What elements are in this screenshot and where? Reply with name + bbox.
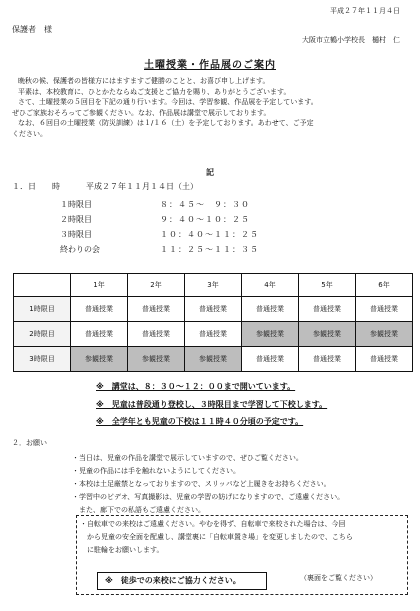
bicycle-notice	[80, 518, 353, 557]
schedule-date-label: １．日 時	[12, 182, 60, 191]
table-cell: 普通授業	[299, 347, 356, 372]
back-page-note: （裏面をご覧ください）	[300, 574, 377, 582]
table-cell: 普通授業	[299, 297, 356, 322]
request-list	[72, 452, 344, 517]
table-header-cell: 6年	[356, 274, 413, 297]
request-heading: ２．お願い	[12, 439, 47, 447]
schedule-table	[13, 273, 413, 372]
bicycle-notice-line: に駐輪をお願いします。	[80, 546, 164, 554]
table-cell: 普通授業	[128, 322, 185, 347]
request-item: ・当日は、児童の作品を講堂で展示していますので、ぜひご覧ください。	[72, 454, 303, 462]
period-label: ２時限目	[60, 215, 92, 224]
table-cell: 普通授業	[242, 347, 299, 372]
table-row	[14, 347, 413, 372]
request-item: ・学習中のビデオ、写真撮影は、児童の学習の妨げになりますので、ご遠慮ください。	[72, 493, 345, 501]
notice-line: ※ 児童は普段通り登校し、３時限目まで学習して下校します。	[96, 400, 328, 409]
bicycle-notice-line: ・自転車での来校はご遠慮ください。やむを得ず、自転車で来校された場合は、今回	[80, 520, 346, 528]
request-item: ・児童の作品には手を触れないようにしてください。	[72, 467, 240, 475]
period-label: 終わりの会	[60, 245, 100, 254]
period-label: １時限目	[60, 200, 92, 209]
period-time: ９：４０～１０：２５	[160, 215, 250, 224]
table-cell: 普通授業	[356, 347, 413, 372]
table-cell-shaded: 参観授業	[299, 322, 356, 347]
table-cell: 普通授業	[71, 322, 128, 347]
table-header-cell: 4年	[242, 274, 299, 297]
table-row	[14, 297, 413, 322]
table-cell: 普通授業	[356, 297, 413, 322]
table-cell-shaded: 参観授業	[128, 347, 185, 372]
table-row-label: 2時限目	[14, 322, 71, 347]
table-row	[14, 322, 413, 347]
table-header-cell	[14, 274, 71, 297]
period-time: ８：４５～ ９：３０	[160, 200, 250, 209]
ki-heading: 記	[206, 168, 214, 177]
table-cell: 普通授業	[185, 297, 242, 322]
greeting-line: ください。	[12, 129, 47, 138]
table-cell-shaded: 参観授業	[242, 322, 299, 347]
greeting-line: 平素は、本校教育に、ひとかたならぬご支援とご協力を賜り、ありがとうございます。	[18, 87, 291, 96]
table-row-label: 1時限目	[14, 297, 71, 322]
request-item: また、廊下での私語もご遠慮ください。	[72, 506, 205, 514]
period-time: １０：４０～１１：２５	[160, 230, 259, 239]
greeting-line: さて、土曜授業の５回目を下記の通り行います。今回は、学習参観、作品展を予定しています。	[18, 98, 318, 106]
schedule-date: 平成２７年１１月１４日（土）	[86, 182, 198, 191]
issue-date: 平成２７年１１月４日	[330, 7, 400, 15]
table-cell: 普通授業	[242, 297, 299, 322]
greeting-line: ぜひご家族おそろってご参観ください。なお、作品展は講堂で展示しております。	[12, 108, 271, 117]
period-time: １１：２５～１１：３５	[160, 245, 259, 254]
page-title: 土曜授業・作品展のご案内	[144, 60, 276, 71]
table-header-cell: 2年	[128, 274, 185, 297]
table-header-cell: 3年	[185, 274, 242, 297]
sender: 大阪市立鶴小学校長 樋村 仁	[302, 36, 400, 44]
request-item: ・本校は土足厳禁となっておりますので、スリッパなど上履きをお持ちください。	[72, 480, 331, 488]
table-cell: 普通授業	[71, 297, 128, 322]
table-row-label: 3時限目	[14, 347, 71, 372]
table-cell: 普通授業	[128, 297, 185, 322]
walk-notice: ※ 徒歩での来校にご協力ください。	[105, 576, 241, 585]
addressee: 保護者 様	[12, 25, 52, 34]
greeting-line: なお、６回目の土曜授業（防災訓練）は１/１６（土）を予定しております。あわせて、ご予定	[18, 119, 314, 127]
greeting-text	[12, 76, 318, 139]
greeting-line: 晩秋の候、保護者の皆様方にはますますご健勝のことと、お喜び申し上げます。	[18, 77, 270, 85]
table-cell-shaded: 参観授業	[185, 347, 242, 372]
period-label: ３時限目	[60, 230, 92, 239]
table-cell-shaded: 参観授業	[356, 322, 413, 347]
notice-line: ※ 全学年とも児童の下校は１１時４０分頃の予定です。	[96, 417, 304, 426]
table-cell-shaded: 参観授業	[71, 347, 128, 372]
table-header-row	[14, 274, 413, 297]
table-header-cell: 1年	[71, 274, 128, 297]
table-cell: 普通授業	[185, 322, 242, 347]
bicycle-notice-line: から児童の安全面を配慮し、講堂裏に「自転車置き場」を変更しましたので、こちら	[80, 533, 353, 541]
notice-line: ※ 講堂は、８：３０～１２：００まで開いています。	[96, 382, 296, 391]
table-header-cell: 5年	[299, 274, 356, 297]
